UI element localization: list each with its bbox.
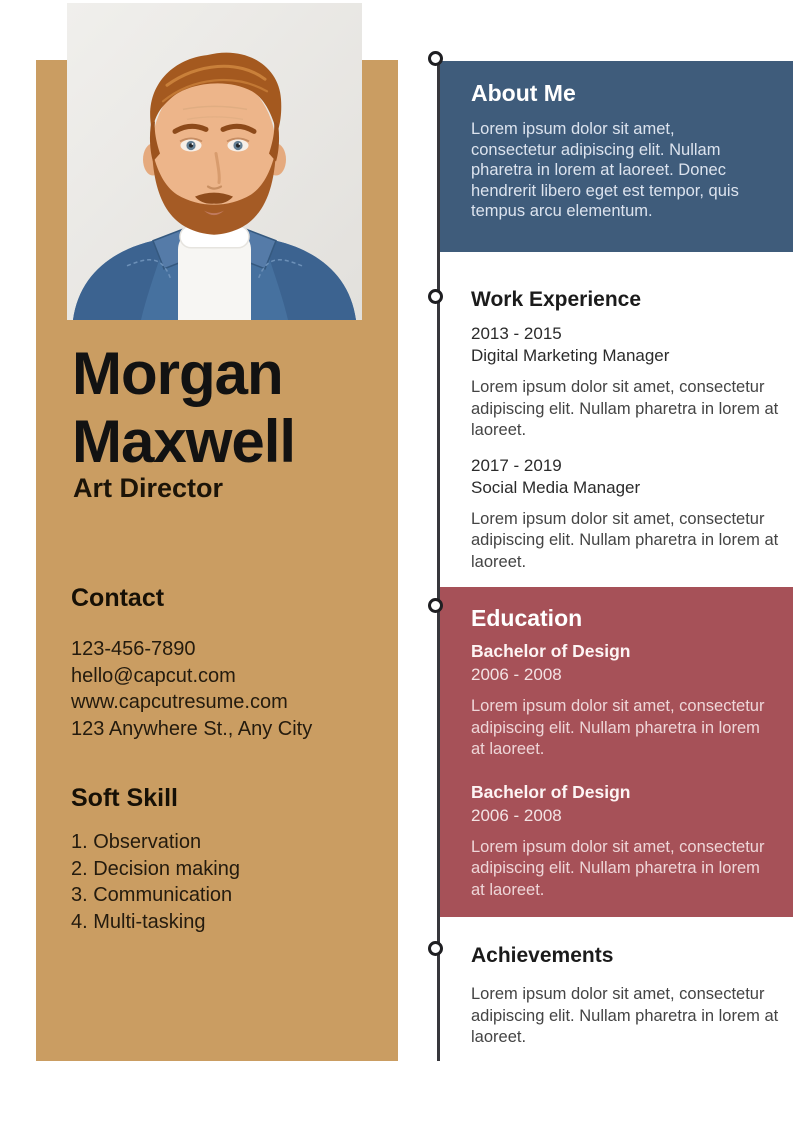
education-dates: 2006 - 2008	[471, 805, 562, 825]
contact-section	[71, 583, 312, 742]
education-degree: Bachelor of Design	[471, 781, 631, 802]
achievements-section	[471, 943, 783, 1049]
skill-item: 4. Multi-tasking	[71, 911, 206, 934]
job-description: Lorem ipsum dolor sit amet, consectetur adipiscing elit. Nullam pharetra in lorem at laoreet.	[471, 378, 779, 439]
last-name: Maxwell	[72, 408, 296, 475]
skill-item: 1. Observation	[71, 831, 202, 853]
job-description: Lorem ipsum dolor sit amet, consectetur adipiscing elit. Nullam pharetra in lorem at laoreet.	[471, 509, 779, 571]
skill-item: 3. Communication	[71, 884, 233, 907]
contact-heading: Contact	[71, 584, 165, 612]
about-me-section	[439, 61, 793, 252]
job-role: Digital Marketing Manager	[471, 346, 670, 365]
contact-email: hello@capcut.com	[71, 664, 236, 687]
job-dates: 2013 - 2015	[471, 324, 562, 343]
education-entry	[471, 780, 769, 902]
first-name: Morgan	[72, 340, 283, 407]
education-dates: 2006 - 2008	[471, 665, 562, 684]
education-description: Lorem ipsum dolor sit amet, consectetur adipiscing elit. Nullam pharetra in lorem at laoreet.	[471, 837, 765, 899]
contact-address: 123 Anywhere St., Any City	[71, 717, 313, 740]
skill-item: 2. Decision making	[71, 857, 240, 880]
timeline-dot-education	[428, 598, 443, 613]
job-entry	[471, 323, 783, 442]
job-dates: 2017 - 2019	[471, 455, 562, 475]
about-me-heading: About Me	[471, 80, 576, 106]
about-me-body: Lorem ipsum dolor sit amet, consectetur adipiscing elit. Nullam pharetra in lorem at laoreet. Donec hendrerit libero eget est tempor, quis tempus arcu elementum.	[471, 120, 739, 220]
contact-website: www.capcutresume.com	[71, 691, 288, 713]
portrait-illustration	[67, 3, 362, 320]
work-experience-section	[471, 287, 783, 573]
soft-skill-heading: Soft Skill	[71, 784, 178, 812]
job-role: Social Media Manager	[471, 477, 641, 497]
education-heading: Education	[471, 605, 583, 631]
soft-skill-list	[71, 829, 240, 936]
job-title: Art Director	[73, 473, 224, 503]
timeline-dot-work	[428, 289, 443, 304]
education-description: Lorem ipsum dolor sit amet, consectetur adipiscing elit. Nullam pharetra in lorem at laoreet.	[471, 697, 765, 758]
contact-list	[71, 636, 312, 742]
work-experience-heading: Work Experience	[471, 288, 642, 311]
name-block	[72, 340, 295, 476]
education-section	[439, 587, 793, 917]
achievements-body: Lorem ipsum dolor sit amet, consectetur adipiscing elit. Nullam pharetra in lorem at laoreet.	[471, 985, 779, 1046]
contact-phone: 123-456-7890	[71, 638, 196, 660]
education-entry	[471, 639, 769, 761]
soft-skill-section	[71, 783, 240, 936]
timeline-dot-achievements	[428, 941, 443, 956]
timeline-line	[437, 61, 440, 1061]
achievements-heading: Achievements	[471, 944, 614, 967]
profile-photo	[67, 3, 362, 320]
education-degree: Bachelor of Design	[471, 641, 631, 661]
job-entry	[471, 455, 783, 574]
timeline-dot-about	[428, 51, 443, 66]
